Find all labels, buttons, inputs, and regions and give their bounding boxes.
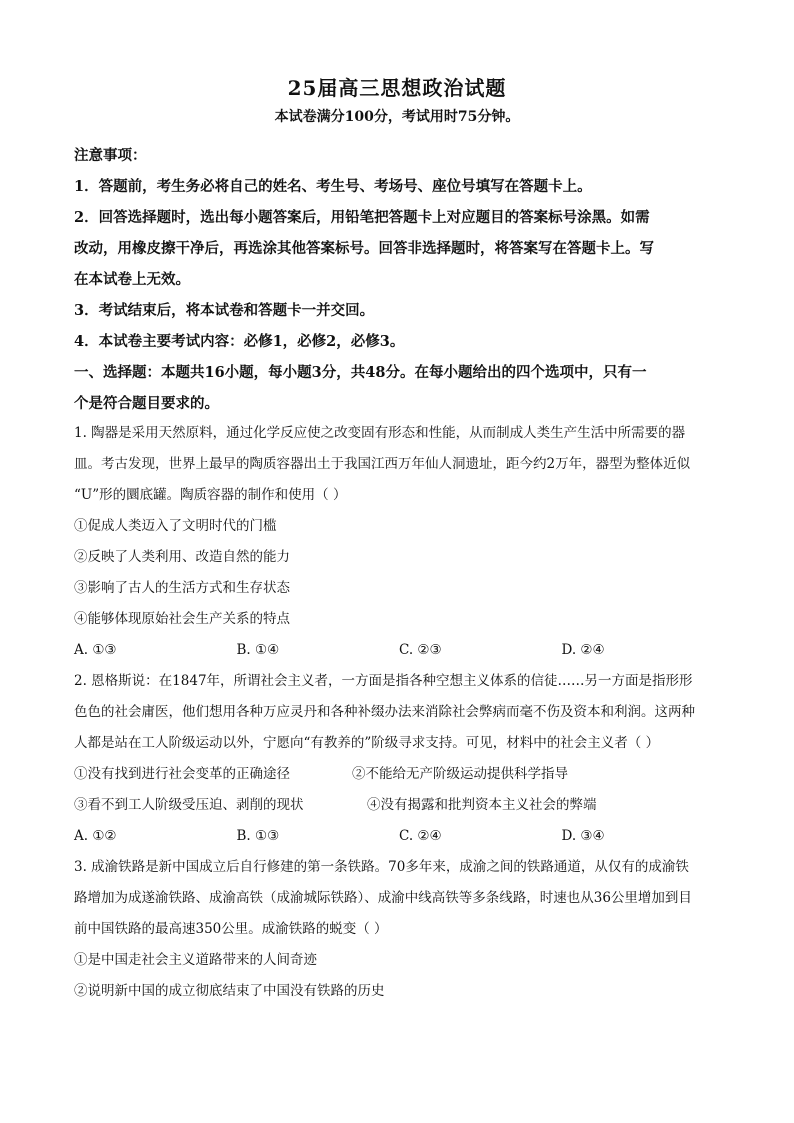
option-b[interactable]: B. ①④: [236, 642, 280, 658]
page-title: 25届高三思想政治试题: [287, 76, 507, 100]
note-line: 改动，用橡皮擦干净后，再选涂其他答案标号。回答非选择题时，将答案写在答题卡上。写: [74, 240, 654, 257]
questions: [74, 418, 724, 1007]
question-2-stem: 人都是站在工人阶级运动以外，宁愿向“有教养的”阶级寻求支持。可见，材料中的社会主义者（ ）: [74, 735, 660, 751]
option-c[interactable]: C. ②④: [399, 828, 442, 844]
question-2-options: [74, 821, 724, 852]
option-a[interactable]: A. ①②: [74, 828, 117, 844]
question-2-statement-row: [74, 790, 724, 821]
question-1-stem: 1. 陶器是采用天然原料，通过化学反应使之改变固有形态和性能，从而制成人类生产生活中所需要的器: [74, 425, 686, 441]
question-1-statement: ②反映了人类利用、改造自然的能力: [74, 549, 290, 565]
question-3-stem: 前中国铁路的最高速350公里。成渝铁路的蜕变（ ）: [74, 921, 388, 937]
question-1-statement: ①促成人类迈入了文明时代的门槛: [74, 518, 277, 534]
notes-heading: 注意事项：: [74, 147, 147, 164]
question-1-stem: 皿。考古发现，世界上最早的陶质容器出土于我国江西万年仙人洞遗址，距今约2万年，器型为整体近似: [74, 456, 691, 472]
notes-section: [74, 140, 724, 419]
note-line: 4．本试卷主要考试内容：必修1，必修2，必修3。: [74, 333, 405, 350]
question-3-stem: 3. 成渝铁路是新中国成立后自行修建的第一条铁路。70多年来，成渝之间的铁路通道，从仅有的成渝铁: [74, 859, 689, 875]
option-a[interactable]: A. ①③: [74, 642, 117, 658]
option-c[interactable]: C. ②③: [399, 642, 442, 658]
option-b[interactable]: B. ①③: [236, 828, 280, 844]
question-2-stem: 色色的社会庸医，他们想用各种万应灵丹和各种补缀办法来消除社会弊病而毫不伤及资本和利润。这两种: [74, 704, 695, 720]
question-2-statement: ④没有揭露和批判资本主义社会的弊端: [367, 797, 597, 813]
question-2-statement-row: [74, 759, 724, 790]
question-1-stem: “U”形的圜底罐。陶质容器的制作和使用（ ）: [74, 487, 347, 503]
note-line: 2．回答选择题时，选出每小题答案后，用铅笔把答题卡上对应题目的答案标号涂黑。如需: [74, 209, 650, 226]
note-line: 1．答题前，考生务必将自己的姓名、考生号、考场号、座位号填写在答题卡上。: [74, 178, 592, 195]
question-1-statement: ③影响了古人的生活方式和生存状态: [74, 580, 290, 596]
question-1-statement: ④能够体现原始社会生产关系的特点: [74, 611, 290, 627]
question-3-statement: ①是中国走社会主义道路带来的人间奇迹: [74, 952, 317, 968]
question-1-options: [74, 635, 724, 666]
section-heading: 一、选择题：本题共16小题，每小题3分，共48分。在每小题给出的四个选项中，只有一: [74, 364, 647, 381]
question-2-statement: ①没有找到进行社会变革的正确途径: [74, 766, 290, 782]
note-line: 3．考试结束后，将本试卷和答题卡一并交回。: [74, 302, 375, 319]
question-2-statement: ③看不到工人阶级受压迫、剥削的现状: [74, 797, 304, 813]
section-heading: 个是符合题目要求的。: [74, 395, 219, 412]
question-2-stem: 2. 恩格斯说：在1847年，所谓社会主义者，一方面是指各种空想主义体系的信徒……另一方面是指形形: [74, 673, 693, 689]
option-d[interactable]: D. ③④: [561, 828, 605, 844]
page-subtitle: 本试卷满分100分，考试用时75分钟。: [274, 109, 520, 125]
question-3-statement: ②说明新中国的成立彻底结束了中国没有铁路的历史: [74, 983, 385, 999]
note-line: 在本试卷上无效。: [74, 271, 190, 288]
option-d[interactable]: D. ②④: [561, 642, 605, 658]
question-2-statement: ②不能给无产阶级运动提供科学指导: [352, 766, 568, 782]
question-3-stem: 路增加为成遂渝铁路、成渝高铁（成渝城际铁路）、成渝中线高铁等多条线路，时速也从36公里增加到目: [74, 890, 692, 906]
